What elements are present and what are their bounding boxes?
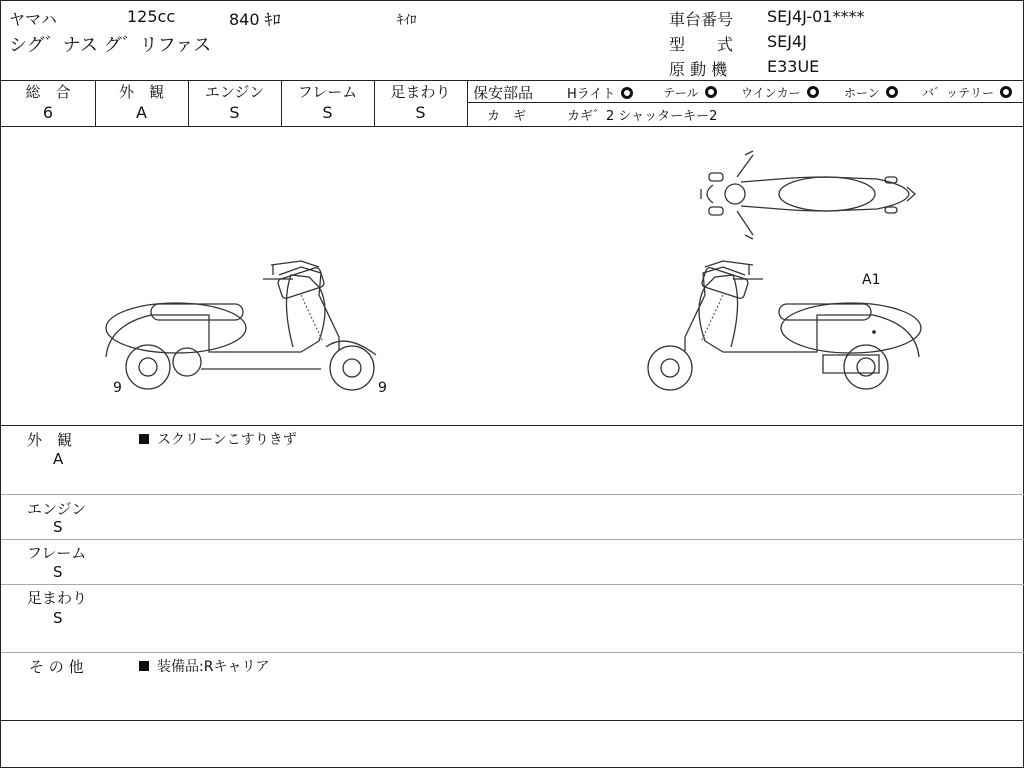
grade-value-suspension: S — [415, 103, 426, 122]
ok-circle-icon — [621, 87, 633, 99]
safety-item-winker — [741, 84, 819, 101]
divider — [1, 584, 1024, 585]
grade-label-suspension: 足まわり — [390, 83, 451, 101]
key-label: カ ギ — [487, 109, 527, 124]
safety-item-label: バ゛ッテリー — [922, 86, 995, 100]
remark-label-suspension: 足まわり — [27, 589, 88, 607]
grade-value-exterior: A — [136, 103, 147, 122]
model-name: シグ゛ナス グ゛リファス — [9, 35, 212, 56]
divider — [1, 539, 1024, 540]
damage-mark-left-1: 9 — [113, 380, 122, 396]
divider — [1, 720, 1024, 721]
remark-grade-frame: S — [53, 563, 63, 581]
safety-item-label: テール — [663, 86, 699, 100]
grade-value-frame: S — [322, 103, 333, 122]
remark-note-text: 装備品:Rキャリア — [157, 659, 270, 675]
safety-item-tail — [663, 84, 717, 101]
scooter-top-view-icon — [701, 151, 915, 239]
type-label: 型 式 — [669, 35, 734, 54]
ok-circle-icon — [705, 86, 717, 98]
divider — [468, 102, 1024, 103]
remark-grade-engine: S — [53, 518, 63, 536]
remark-label-frame: フレーム — [27, 544, 87, 562]
safety-item-battery — [922, 84, 1012, 101]
remark-label-exterior: 外 観 — [27, 431, 73, 449]
frame-no-label: 車台番号 — [669, 10, 734, 29]
maker: ヤマハ — [9, 10, 57, 29]
safety-item-label: Hライト — [567, 87, 616, 102]
divider — [467, 80, 468, 126]
remark-note-exterior — [139, 429, 297, 449]
remark-note-other — [139, 656, 269, 676]
type-value: SEJ4J — [767, 32, 807, 51]
remark-label-engine: エンジン — [27, 500, 87, 518]
remark-grade-exterior: A — [53, 450, 64, 468]
safety-item-label: ホーン — [844, 86, 880, 100]
engine-label: 原 動 機 — [669, 60, 728, 79]
remark-note-text: スクリーンこすりきず — [157, 432, 297, 448]
remark-grade-suspension: S — [53, 609, 63, 627]
mileage-unit: ｷｲﾛ — [397, 13, 417, 28]
engine-value: E33UE — [767, 57, 820, 76]
divider — [1, 494, 1024, 495]
bullet-square-icon — [139, 661, 149, 671]
grade-value-engine: S — [229, 103, 240, 122]
frame-no-value: SEJ4J-01**** — [767, 7, 865, 26]
safety-item-horn — [844, 84, 898, 101]
remark-label-other: そ の 他 — [29, 658, 84, 676]
safety-item-label: ウインカー — [741, 86, 801, 100]
grade-label-engine: エンジン — [204, 83, 265, 101]
grade-label-frame: フレーム — [297, 83, 358, 101]
scooter-left-side-icon — [106, 261, 376, 390]
ok-circle-icon — [886, 86, 898, 98]
key-value: カギ゛2 シャッターキー2 — [567, 109, 718, 124]
ok-circle-icon — [807, 86, 819, 98]
mileage: 840 ｷﾛ — [229, 10, 281, 29]
ok-circle-icon — [1000, 86, 1012, 98]
damage-mark-right: A1 — [862, 272, 881, 288]
safety-item-headlight — [567, 83, 633, 102]
divider — [1, 652, 1024, 653]
grade-label-exterior: 外 観 — [118, 83, 164, 101]
displacement: 125cc — [127, 7, 176, 26]
safety-title: 保安部品 — [473, 84, 534, 102]
grade-label-overall: 総 合 — [25, 83, 71, 101]
damage-mark-left-2: 9 — [378, 380, 387, 396]
divider — [1, 425, 1024, 426]
grade-value-overall: 6 — [42, 103, 54, 122]
bullet-square-icon — [139, 434, 149, 444]
